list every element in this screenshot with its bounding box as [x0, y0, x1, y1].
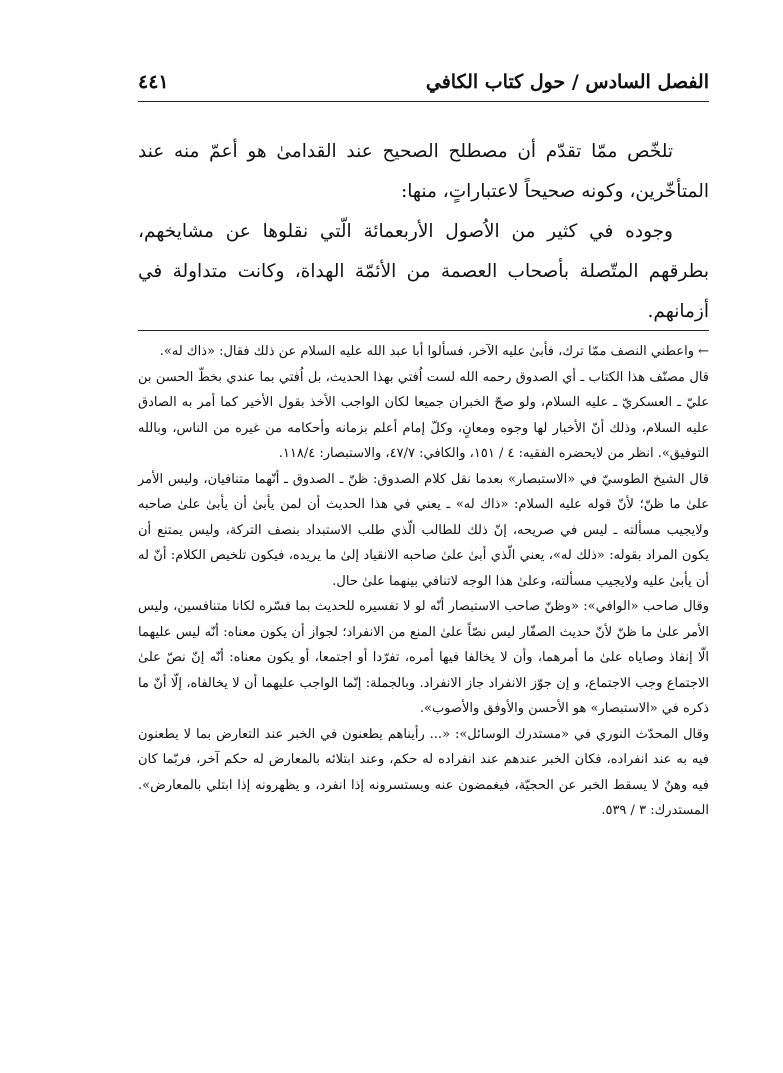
- footnote-paragraph: وقال المحدّث النوري في «مستدرك الوسائل»: «... رأيناهم يطعنون في الخبر عند التعارض بما لا يطعنون فيه به عند انفراده، فكان الخبر عندهم عند انفراده له حكم، وعند ابتلائه بالمعارض له حكم آخر، فربّما كان فيه وهنٌ لا يسقط الخبر عن الحجيّة، فيغمضون عنه ويستسرونه إذا انفرد، و يظهرونه إذا ابتلي بالمعارض». المستدرك: ٣ / ٥٣٩.: [138, 726, 709, 818]
- main-paragraph: تلخّص ممّا تقدّم أن مصطلح الصحيح عند القدامىٰ هو أعمّ منه عند المتأخّرين، وكونه صحيحاً لاعتباراتٍ، منها:: [138, 141, 709, 202]
- page-number: ٤٤١: [138, 71, 169, 93]
- footnote-paragraph: قال مصنّف هذا الكتاب ـ أي الصدوق رحمه الله لست اُفتي بهذا الحديث، بل اُفتي بما عندي بخطّ الحسن بن عليّ ـ العسكريّ ـ عليه السلام، ولو صحّ الخبران جميعا لكان الواجب الأخذ بقول الأخير كما أمر به الصادق عليه السلام، وذلك أنّ الأخبار لها وجوه ومعانٍ، وكلّ إمام أعلم بزمانه وأحكامه من غيره من الناس، وبالله التوفيق». انظر من لايحضره الفقيه: ٤ / ١٥١، والكافي: ٤٧/٧، والاستبصار: ١١٨/٤.: [138, 369, 709, 461]
- main-text: [138, 132, 709, 332]
- footnote-paragraph: وقال صاحب «الوافي»: «وظنّ صاحب الاستبصار أنّه لو لا تفسيره للحديث بما فسّره لكانا متنافسين، وليس الأمر علىٰ ما ظنّ لأنّ حديث الصفّار ليس نصّاً علىٰ المنع من الانفراد؛ لجواز أن يكون معناه: أنّه ليس عليهما الّا إنفاذ وصاياه علىٰ ما أمرهما، وأن لا يخالفا فيها أمره، تفرّدا أو اجتمعا، أو يكون معناه: أنّه إنّ نصّ علىٰ الاجتماع وجب الاجتماع، و إن جوّز الانفراد جاز الانفراد. وبالجملة: إنّما الواجب عليهما أن لا يخالفاه، إلّا أنّ ما ذكره في «الاستبصار» هو الأحسن والأوفق والأصوب».: [138, 599, 709, 716]
- footnote-paragraph: ← واعطني النصف ممّا ترك، فأبىٰ عليه الآخر، فسألوا أبا عبد الله عليه السلام عن ذلك فقال: «ذاك له».: [159, 344, 709, 359]
- footnote-separator: [138, 330, 709, 331]
- page-header: [138, 66, 709, 102]
- footnote-paragraph: قال الشيخ الطوسيّ في «الاستبصار» بعدما نقل كلام الصدوق: ظنّ ـ الصدوق ـ أنّهما متنافيان، وليس الأمر علىٰ ما ظنّ؛ لأنّ قوله عليه السلام: «ذاك له» ـ يعني في هذا الحديث أن لمن يأبىٰ أن يأبىٰ علىٰ صاحبه ولايجيب مسألته ـ ليس في صريحه، إنّ ذلك للطالب الّذي طلب الاستبداد بنصف التركة، وليس يمتنع أن يكون المراد بقوله: «ذلك له»، يعني الّذي أبىٰ علىٰ صاحبه الانقياد إلىٰ ما يريده، فيكون تلخيص الكلام: أنّ له أن يأبىٰ عليه ولايجيب مسألته، وعلىٰ هذا الوجه لاتنافي بينهما علىٰ حال.: [138, 471, 709, 589]
- footnotes: [138, 339, 709, 824]
- main-paragraph: وجوده في كثير من الاُصول الأربعمائة الّتي نقلوها عن مشايخهم، بطرقهم المتّصلة بأصحاب العصمة من الأئمّة الهداة، وكانت متداولة في أزمانهم.: [138, 221, 709, 322]
- running-title: الفصل السادس / حول كتاب الكافي: [425, 71, 709, 93]
